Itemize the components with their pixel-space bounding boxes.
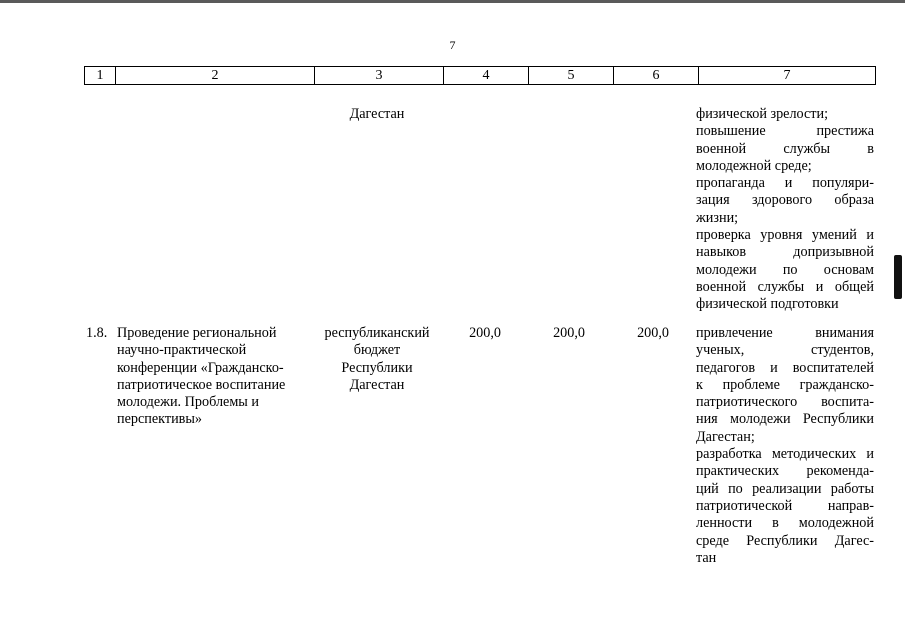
- text-line: ленности в молодежной: [696, 515, 874, 532]
- text-line: навыков допризывной: [696, 244, 874, 261]
- source-line: Республики: [341, 359, 413, 376]
- header-cell-3: 3: [315, 67, 444, 85]
- expected-results: [696, 325, 874, 567]
- continuation-expected-results: [696, 106, 874, 314]
- title-line: конференции «Гражданско-: [117, 359, 284, 376]
- text-line: военной службы и общей: [696, 278, 874, 295]
- continuation-source: Дагестан: [349, 106, 405, 122]
- text-line: проверка уровня умений и: [696, 227, 874, 244]
- text-line: практических рекоменда-: [696, 463, 874, 480]
- page-number: 7: [449, 38, 456, 52]
- text-line: молодежи по основам: [696, 261, 874, 278]
- text-line: разработка методических и: [696, 446, 874, 463]
- header-cell-6: 6: [614, 67, 699, 85]
- text-line: физической зрелости;: [696, 106, 829, 122]
- text-line: к проблеме гражданско-: [696, 376, 874, 393]
- text-line: патриотического воспита-: [696, 394, 874, 411]
- header-cell-7: 7: [699, 67, 876, 85]
- binding-mark: [894, 255, 902, 299]
- header-cell-5: 5: [529, 67, 614, 85]
- scan-top-edge: [0, 0, 905, 3]
- amount-col6: 200,0: [637, 325, 669, 341]
- text-line: жизни;: [696, 209, 739, 226]
- title-line: перспективы»: [117, 411, 202, 428]
- text-line: молодежной среде;: [696, 157, 812, 174]
- text-line: среде Республики Дагес-: [696, 532, 874, 549]
- header-cell-2: 2: [116, 67, 315, 85]
- title-line: молодежи. Проблемы и: [117, 394, 259, 411]
- text-line: привлечение внимания: [696, 325, 874, 341]
- text-line: Дагестан;: [696, 428, 755, 445]
- title-line: Проведение региональной: [117, 325, 277, 341]
- funding-source: [313, 325, 441, 394]
- title-line: патриотическое воспитание: [117, 376, 286, 393]
- text-line: военной службы в: [696, 140, 874, 157]
- source-line: Дагестан: [349, 376, 405, 393]
- source-line: бюджет: [353, 342, 401, 359]
- source-line: республиканский: [324, 325, 430, 341]
- title-line: научно-практической: [117, 342, 247, 359]
- amount-col4: 200,0: [469, 325, 501, 341]
- row-number: 1.8.: [86, 325, 108, 341]
- text-line: ния молодежи Республики: [696, 411, 874, 428]
- text-line: ций по реализации работы: [696, 480, 874, 497]
- event-title: [117, 325, 313, 429]
- text-line: физической подготовки: [696, 296, 839, 313]
- column-number-header: [84, 66, 876, 85]
- text-line: педагогов и воспитателей: [696, 359, 874, 376]
- amount-col5: 200,0: [553, 325, 585, 341]
- text-line: тан: [696, 549, 717, 566]
- header-row: [85, 67, 876, 85]
- text-line: пропаганда и популяри-: [696, 175, 874, 192]
- text-line: патриотической направ-: [696, 497, 874, 514]
- text-line: повышение престижа: [696, 123, 874, 140]
- header-cell-1: 1: [85, 67, 116, 85]
- text-line: зация здорового образа: [696, 192, 874, 209]
- text-line: ученых, студентов,: [696, 342, 874, 359]
- header-cell-4: 4: [444, 67, 529, 85]
